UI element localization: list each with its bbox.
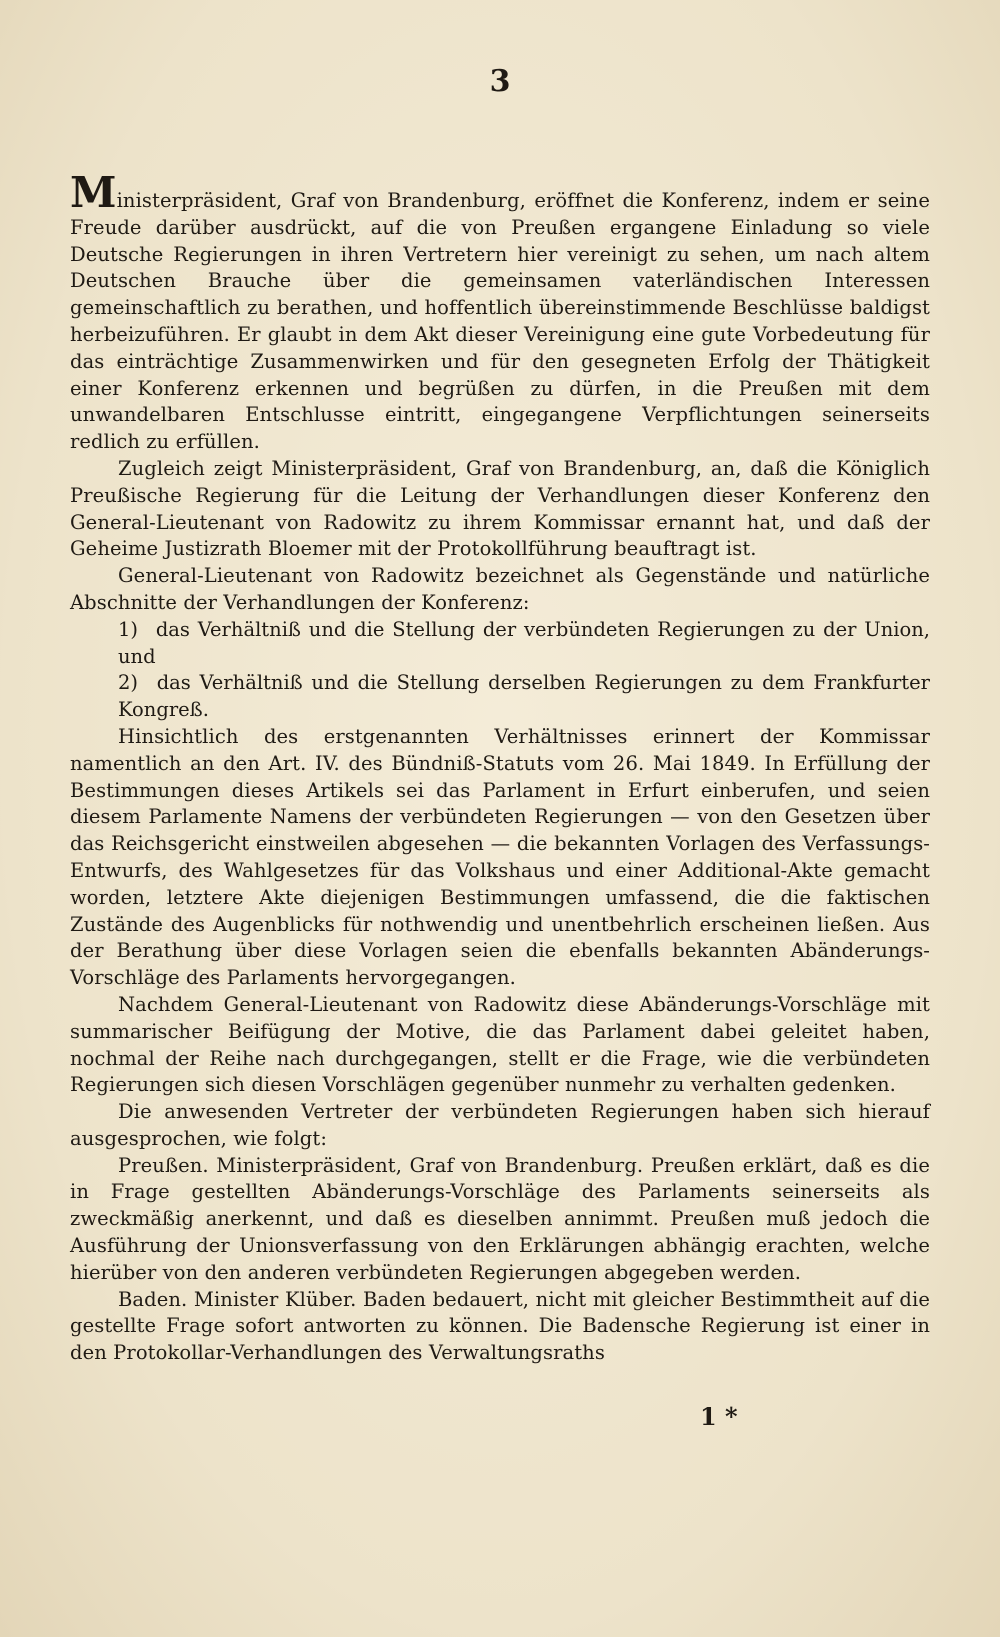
list-number: 2) (118, 671, 139, 695)
list-text: das Verhältniß und die Stellung derselben Regierungen zu dem Frankfurter Kongreß. (118, 671, 930, 722)
paragraph: Ministerpräsident, Graf von Brandenburg, eröffnet die Konferenz, indem er seine Freude darüber ausdrückt, auf die von Preußen ergangene Einladung so viele Deutsche Regierungen in ihren Vertretern hier vereinigt zu sehen, um nach altem Deutschen Brauche über die gemeinsamen vaterländischen Interessen gemeinschaftlich zu berathen, und hoffentlich übereinstimmende Beschlüsse baldigst herbeizuführen. Er glaubt in dem Akt dieser Vereinigung eine gute Vorbedeutung für das einträchtige Zusammenwirken und für den gesegneten Erfolg der Thätigkeit einer Konferenz erkennen und begrüßen zu dürfen, in die Preußen mit dem unwandelbaren Entschlusse eintritt, eingegangene Verpflichtungen seinerseits redlich zu erfüllen. (70, 168, 930, 454)
list-number: 1) (118, 617, 139, 641)
paragraph: Preußen. Ministerpräsident, Graf von Brandenburg. Preußen erklärt, daß es die in Frage gestellten Abänderungs-Vorschläge des Parlaments seinerseits als zweckmäßig anerkennt, und daß es dieselben annimmt. Preußen muß jedoch die Ausführung der Unionsverfassung von den Erklärungen abhängig erachten, welche hierüber von den anderen verbündeten Regierungen abgegeben werden. (70, 1153, 930, 1284)
paragraph: Hinsichtlich des erstgenannten Verhältnisses erinnert der Kommissar namentlich an den Art. IV. des Bündniß-Statuts vom 26. Mai 1849. In Erfüllung der Bestimmungen dieses Artikels sei das Parlament in Erfurt einberufen, und seien diesem Parlamente Namens der verbündeten Regierungen — von den Gesetzen über das Reichsgericht einstweilen abgesehen — die bekannten Vorlagen des Verfassungs-Entwurfs, des Wahlgesetzes für das Volkshaus und einer Additional-Akte gemacht worden, letztere Akte diejenigen Bestimmungen umfassend, die die faktischen Zustände des Augenblicks für nothwendig und unentbehrlich erscheinen ließen. Aus der Berathung über diese Vorlagen seien die ebenfalls bekannten Abänderungs-Vorschläge des Parlaments hervorgegangen. (70, 724, 930, 990)
paragraph: Baden. Minister Klüber. Baden bedauert, nicht mit gleicher Bestimmtheit auf die gestellte Frage sofort antworten zu können. Die Badensche Regierung ist einer in den Protokollar-Verhandlungen des Verwaltungsraths (70, 1287, 930, 1365)
signature-mark: 1 * (700, 1402, 738, 1431)
page-number: 3 (489, 64, 511, 99)
list-text: das Verhältniß und die Stellung der verbündeten Regierungen zu der Union, und (118, 617, 931, 668)
list-item (70, 670, 930, 724)
paragraph: General-Lieutenant von Radowitz bezeichnet als Gegenstände und natürliche Abschnitte der Verhandlungen der Konferenz: (70, 564, 930, 614)
paragraph: Nachdem General-Lieutenant von Radowitz diese Abänderungs-Vorschläge mit summarischer Beifügung der Motive, die das Parlament dabei geleitet haben, nochmal der Reihe nach durchgegangen, stellt er die Frage, wie die verbündeten Regierungen sich diesen Vorschlägen gegenüber nunmehr zu verhalten gedenken. (70, 992, 930, 1097)
list-item (70, 617, 930, 671)
text-body (70, 168, 931, 1367)
paragraph: Zugleich zeigt Ministerpräsident, Graf von Brandenburg, an, daß die Königlich Preußische Regierung für die Leitung der Verhandlungen dieser Konferenz den General-Lieutenant von Radowitz zu ihrem Kommissar ernannt hat, und daß der Geheime Justizrath Bloemer mit der Protokollführung beauftragt ist. (70, 456, 930, 561)
paragraph: Die anwesenden Vertreter der verbündeten Regierungen haben sich hierauf ausgesprochen, wie folgt: (70, 1100, 930, 1150)
